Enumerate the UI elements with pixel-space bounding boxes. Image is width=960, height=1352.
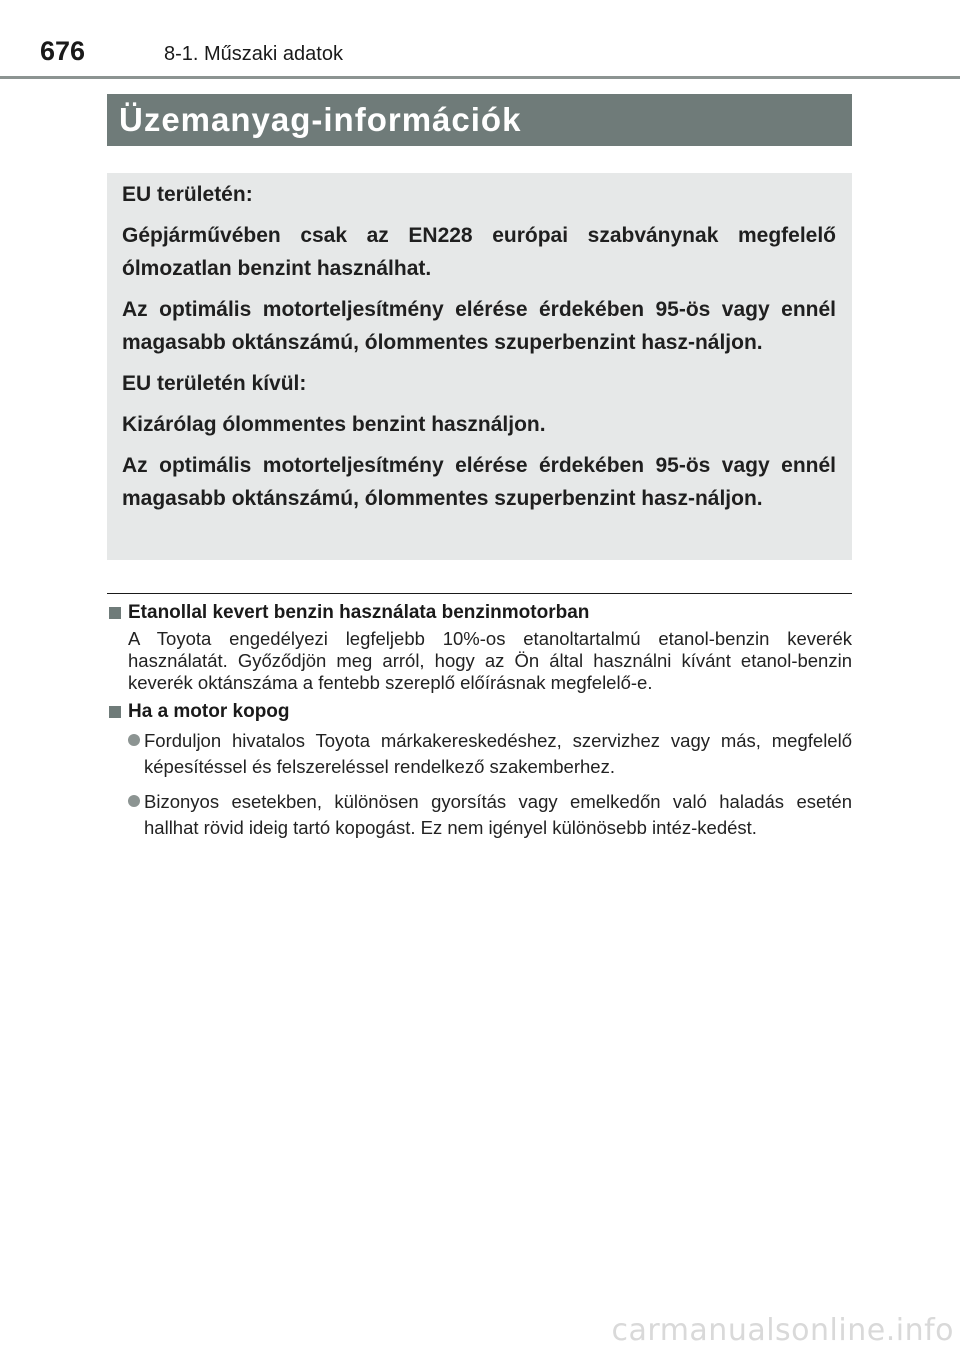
list-item xyxy=(107,789,852,841)
note-heading-ethanol-text: Etanollal kevert benzin használata benzinmotorban xyxy=(128,602,590,623)
page-number: 676 xyxy=(40,36,86,66)
note-text-ethanol: A Toyota engedélyezi legfeljebb 10%-os etanoltartalmú etanol-benzin keverék használatát. Győződjön meg arról, hogy az Ön által használni kívánt etanol-benzin keverék oktánszáma a fentebb szereplő előírásnak megfelelő-e. xyxy=(128,628,852,693)
circle-bullet-icon xyxy=(128,795,140,807)
square-bullet-icon xyxy=(109,706,121,718)
watermark: carmanualsonline.info xyxy=(611,1313,954,1348)
page-header xyxy=(0,0,960,80)
note-heading-knock xyxy=(107,699,852,724)
info-paragraph-non-eu-octane: Az optimális motorteljesítmény elérése érdekében 95-ös vagy ennél magasabb oktánszámú, ólommentes szuperbenzint hasz-náljon. xyxy=(122,454,836,510)
list-item-text: Forduljon hivatalos Toyota márkakereskedéshez, szervizhez vagy más, megfelelő képesítéssel és felszereléssel rendelkező szakemberhez. xyxy=(144,730,852,777)
notes-section xyxy=(107,600,852,850)
info-paragraph-non-eu-unleaded: Kizárólag ólommentes benzint használjon. xyxy=(122,413,546,436)
square-bullet-icon xyxy=(109,607,121,619)
info-paragraph-eu-standard: Gépjárművében csak az EN228 európai szabványnak megfelelő ólmozatlan benzint használhat. xyxy=(122,224,836,280)
section-label: 8-1. Műszaki adatok xyxy=(164,43,343,65)
list-item-text: Bizonyos esetekben, különösen gyorsítás vagy emelkedőn való haladás esetén hallhat rövid ideig tartó kopogást. Ez nem igényel különösebb intéz-kedést. xyxy=(144,791,852,838)
page-title: Üzemanyag-információk xyxy=(107,94,852,146)
section-divider xyxy=(107,593,852,594)
list-item xyxy=(107,728,852,780)
info-paragraph-eu-octane: Az optimális motorteljesítmény elérése érdekében 95-ös vagy ennél magasabb oktánszámú, ólommentes szuperbenzint hasz-náljon. xyxy=(122,298,836,354)
info-paragraph-eu-heading: EU területén: xyxy=(122,183,253,206)
header-divider xyxy=(0,76,960,79)
info-paragraph-non-eu-heading: EU területén kívül: xyxy=(122,372,307,395)
fuel-info-box xyxy=(107,173,852,560)
note-heading-knock-text: Ha a motor kopog xyxy=(128,701,290,722)
circle-bullet-icon xyxy=(128,734,140,746)
note-heading-ethanol xyxy=(107,600,852,625)
